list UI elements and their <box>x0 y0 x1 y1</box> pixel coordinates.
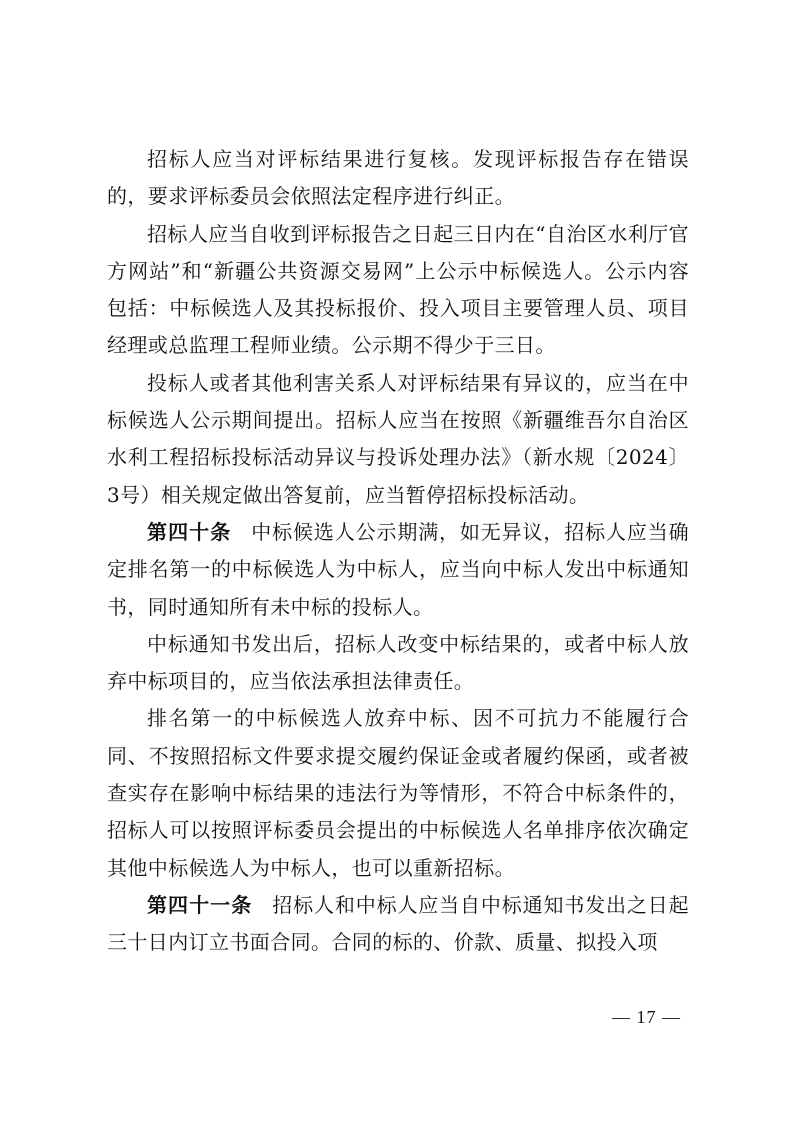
page-number: — 17 — <box>612 1007 681 1027</box>
paragraph-publicity <box>107 216 689 365</box>
paragraph-change-result <box>107 626 689 701</box>
document-body <box>107 141 689 962</box>
paragraph-text: 排名第一的中标候选人放弃中标、因不可抗力不能履行合同、不按照招标文件要求提交履约保证金或者履约保函，或者被查实存在影响中标结果的违法行为等情形，不符合中标条件的，招标人可以按照评标委员会提出的中标候选人名单排序依次确定其他中标候选人为中标人，也可以重新招标。 <box>107 706 689 880</box>
paragraph-text: 中标通知书发出后，招标人改变中标结果的，或者中标人放弃中标项目的，应当依法承担法律责任。 <box>107 631 689 694</box>
article-label: 第四十一条 <box>147 892 253 917</box>
paragraph-text: 中标候选人公示期满，如无异议，招标人应当确定排名第一的中标候选人为中标人，应当向中标人发出中标通知书，同时通知所有未中标的投标人。 <box>107 519 689 619</box>
paragraph-first-candidate <box>107 700 689 886</box>
paragraph-objection <box>107 365 689 514</box>
paragraph-text: 招标人应当自收到评标报告之日起三日内在“自治区水利厅官方网站”和“新疆公共资源交易网”上公示中标候选人。公示内容包括：中标候选人及其投标报价、投入项目主要管理人员、项目经理或总监理工程师业绩。公示期不得少于三日。 <box>107 221 689 358</box>
paragraph-text: 招标人应当对评标结果进行复核。发现评标报告存在错误的，要求评标委员会依照法定程序进行纠正。 <box>107 147 689 209</box>
paragraph-review <box>107 141 689 216</box>
article-41 <box>107 887 689 962</box>
article-label: 第四十条 <box>147 519 232 544</box>
paragraph-text: 招标人和中标人应当自中标通知书发出之日起三十日内订立书面合同。合同的标的、价款、质量、拟投入项 <box>107 892 690 955</box>
article-40 <box>107 514 689 626</box>
paragraph-text: 投标人或者其他利害关系人对评标结果有异议的，应当在中标候选人公示期间提出。招标人应当在按照《新疆维吾尔自治区水利工程招标投标活动异议与投诉处理办法》（新水规〔2024〕3号）相关规定做出答复前，应当暂停招标投标活动。 <box>107 370 689 507</box>
